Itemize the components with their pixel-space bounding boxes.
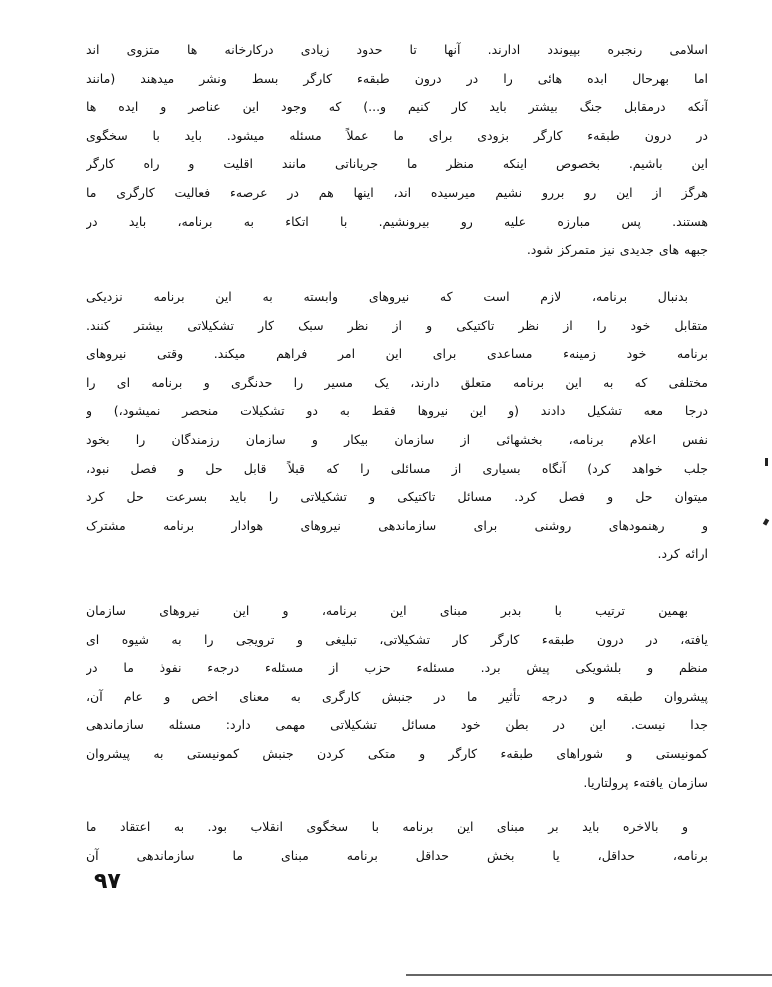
text-line: بهمین ترتیب با بدبر مبنای این برنامه، و این نیروهای سازمان	[86, 603, 688, 618]
text-line: جبهه های جدیدی نیز متمرکز شود.	[526, 242, 708, 258]
paragraph-2	[86, 283, 708, 569]
text-line: ارائه کرد.	[657, 546, 708, 562]
text-line: نفس اعلام برنامه، بخشهائی از سازمان بیکار و سازمان رزمندگان را بخود	[86, 431, 708, 447]
text-line: هستند. پس مبارزه علیه رو بیرونشیم. با اتکاء به برنامه، باید در	[86, 213, 708, 229]
text-line: برنامه خود زمینهء مساعدی برای این امر فراهم میکند. وقتی نیروهای	[86, 346, 708, 362]
text-line: مختلفی که به این برنامه متعلق دارند، یک مسیر را حدنگری و برنامه ای را	[86, 374, 708, 390]
margin-mark	[763, 518, 769, 525]
text-line: اسلامی رنجبره بپیوندد ادارند. آنها تا حدود زیادی درکارخانه ها متزوی اند	[86, 42, 708, 57]
paragraph-1	[86, 36, 708, 265]
text-line: برنامه، حداقل، یا بخش حداقل برنامه مبنای ما سازماندهی آن	[86, 847, 708, 863]
text-line: منظم و بلشویکی پیش برد. مسئلهء حزب از مسئلهء درجهء نفوذ ما در	[86, 660, 708, 676]
text-line: هرگز از این رو بررو نشیم میرسیده اند، اینها هم در عرصهء فعالیت کارگری ما	[86, 184, 708, 200]
text-line: بدنبال برنامه، لازم است که نیروهای وابسته به این برنامه نزدیکی	[86, 289, 688, 304]
page-number: ۹۷	[94, 869, 121, 894]
text-line: پیشروان طبقه و درجه تأثیر ما در جنبش کارگری به معنای اخص و عام آن،	[86, 688, 708, 704]
text-line: در درون طبقهء کارگر بزودی برای ما عملاً مسئله میشود. باید با سخگوی	[86, 127, 708, 143]
bottom-rule	[406, 974, 772, 976]
text-line: آنکه درمقابل جنگ بیشتر باید کار کنیم و...) که وجود این عناصر و ایده ها	[86, 99, 708, 115]
paragraph-4	[86, 813, 708, 870]
text-line: این باشیم. بخصوص اینکه منظر ما جریاناتی مانند اقلیت و راه کارگر	[86, 156, 708, 172]
text-line: جدا نیست. این در بطن خود مسائل تشکیلاتی مهمی دارد: مسئله سازماندهی	[86, 717, 708, 733]
text-line: و بالاخره باید بر مبنای این برنامه با سخگوی انقلاب بود. به اعتقاد ما	[86, 819, 688, 834]
text-line: کمونیستی و شوراهای طبقهء کارگر و متکی کردن جنبش کمونیستی به پیشروان	[86, 745, 708, 761]
paragraph-3	[86, 597, 708, 797]
text-line: سازمان یافتهء پرولتاریا.	[583, 774, 708, 790]
text-line: درجا معه تشکیل دادند (و این نیروها فقط به دو تشکیلات منحصر نمیشود،) و	[86, 403, 708, 419]
text-line: جلب خواهد کرد) آنگاه بسیاری از مسائلی را که قبلاً قابل حل و فصل نبود،	[86, 460, 708, 476]
text-line: یافته، در درون طبقهء کارگر کار تشکیلاتی، تبلیغی و ترویجی را به شیوه ای	[86, 631, 708, 647]
text-line: متقابل خود را از نظر تاکتیکی و از نظر سبک کار تشکیلاتی بیشتر کنند.	[86, 317, 708, 333]
text-line: و رهنمودهای روشنی برای سازماندهی نیروهای هوادار برنامه مشترک	[86, 517, 708, 533]
text-line: اما بهرحال ابده هائی را در درون طبقهء کارگر بسط ونشر میدهند (مانند	[86, 70, 708, 86]
margin-mark	[765, 458, 768, 466]
text-line: میتوان حل و فصل کرد. مسائل تاکتیکی و تشکیلاتی را باید بسرعت حل کرد	[86, 489, 708, 505]
